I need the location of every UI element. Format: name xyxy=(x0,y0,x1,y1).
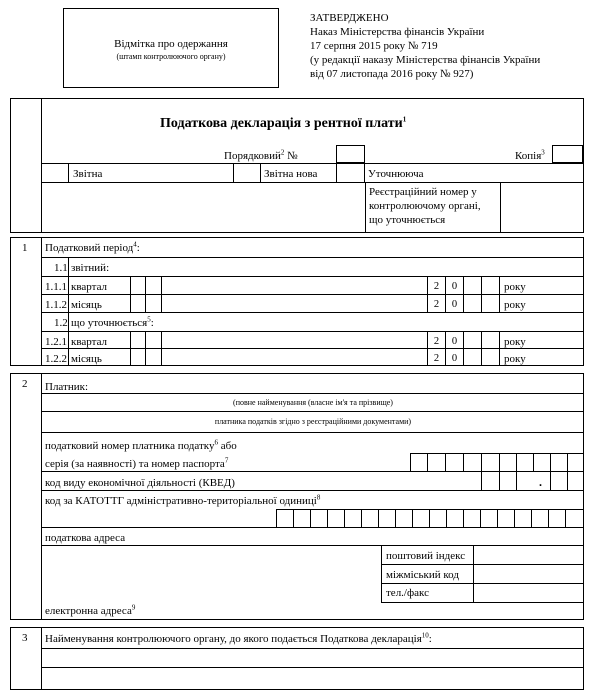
serial-number-field[interactable] xyxy=(336,145,365,163)
approval-line-4: (у редакції наказу Міністерства фінансів України xyxy=(310,54,541,66)
year-digit-0: 0 xyxy=(451,299,458,310)
row-1-2-label: що уточнюється$^5$: xyxy=(71,315,154,329)
full-name-caption: (повне найменування (власне ім'я та прізвище) xyxy=(233,398,393,407)
email-field[interactable] xyxy=(160,603,584,619)
postcode-label: поштовий індекс xyxy=(386,550,466,562)
tax-period-label: Податковий період$^4$: xyxy=(45,240,140,254)
registration-label-3: що уточнюється xyxy=(369,214,446,226)
phone-fax-label: тел./факс xyxy=(386,587,429,599)
year-word: року xyxy=(504,299,526,311)
clarified-month-cells[interactable] xyxy=(131,349,161,366)
year-digit-2: 2 xyxy=(433,336,440,347)
controlling-authority-field[interactable] xyxy=(42,649,584,689)
approval-line-3: 17 серпня 2015 року № 719 xyxy=(310,40,438,52)
email-label: електронна адреса$^9$ xyxy=(45,603,136,617)
section-2-number: 2 xyxy=(22,378,28,390)
stamp-title: Відмітка про одержання xyxy=(114,38,228,50)
row-1-1-label: звітний: xyxy=(71,262,110,274)
serial-label: Порядковий$^2$ № xyxy=(224,148,298,162)
approval-line-1: ЗАТВЕРДЖЕНО xyxy=(310,12,389,24)
year-input-cells[interactable] xyxy=(464,332,499,348)
declaration-title: Податкова декларація з рентної плати$^1$ xyxy=(160,115,407,131)
year-digit-2: 2 xyxy=(433,281,440,292)
year-digit-2: 2 xyxy=(433,353,440,364)
checkbox-clarifying[interactable] xyxy=(336,163,365,183)
year-word: року xyxy=(504,336,526,348)
clarified-quarter-cells[interactable] xyxy=(131,332,161,348)
copy-label: Копія$^3$ xyxy=(515,148,545,162)
row-1-2-2-label: місяць xyxy=(71,353,102,365)
payer-docs-caption: платника податків згідно з реєстраційними документами) xyxy=(214,417,412,426)
year-digit-0: 0 xyxy=(451,353,458,364)
type-reporting-label: Звітна xyxy=(73,168,103,180)
intercity-code-field[interactable] xyxy=(474,565,584,583)
year-input-cells[interactable] xyxy=(464,277,499,294)
row-1-2-2-number: 1.2.2 xyxy=(45,353,67,365)
year-digit-0: 0 xyxy=(451,281,458,292)
registration-label-1: Реєстраційний номер у xyxy=(369,186,477,198)
intercity-code-label: міжміський код xyxy=(386,569,459,581)
period-month-cells[interactable] xyxy=(131,295,161,312)
passport-label: серія (за наявності) та номер паспорта$^7$ xyxy=(45,456,229,470)
katottg-cells[interactable] xyxy=(277,510,584,527)
year-input-cells[interactable] xyxy=(464,295,499,312)
kved-dot: . xyxy=(539,475,542,489)
row-1-2-1-number: 1.2.1 xyxy=(45,336,67,348)
katottg-label: код за КАТОТТГ адміністративно-територіальної одиниці$^8$ xyxy=(45,493,321,507)
period-quarter-cells[interactable] xyxy=(131,277,161,294)
address-field[interactable] xyxy=(42,546,381,602)
row-1-2-1-label: квартал xyxy=(71,336,108,348)
row-1-1-2-number: 1.1.2 xyxy=(45,299,67,311)
approval-line-2: Наказ Міністерства фінансів України xyxy=(310,26,485,38)
checkbox-reporting[interactable] xyxy=(41,163,69,183)
row-1-1-2-label: місяць xyxy=(71,299,102,311)
type-reporting-new-label: Звітна нова xyxy=(264,168,318,180)
year-word: року xyxy=(504,353,526,365)
kved-cells[interactable] xyxy=(482,472,584,490)
approval-line-5: від 07 листопада 2016 року № 927) xyxy=(310,68,474,80)
section-1-number: 1 xyxy=(22,242,28,254)
copy-field[interactable] xyxy=(552,145,583,163)
section-3-number: 3 xyxy=(22,632,28,644)
row-1-1-1-number: 1.1.1 xyxy=(45,281,67,293)
registration-label-2: контролюючому органі, xyxy=(369,200,481,212)
kved-label: код виду економічної діяльності (КВЕД) xyxy=(45,477,235,489)
payer-name-field[interactable] xyxy=(42,374,584,393)
type-clarifying-label: Уточнююча xyxy=(368,168,424,180)
phone-fax-field[interactable] xyxy=(474,584,584,602)
checkbox-reporting-new[interactable] xyxy=(233,163,261,183)
stamp-subtitle: (штамп контролюючого органу) xyxy=(116,52,226,61)
registration-number-field[interactable] xyxy=(501,183,584,233)
year-word: року xyxy=(504,281,526,293)
row-1-2-number: 1.2 xyxy=(54,317,68,329)
row-1-1-1-label: квартал xyxy=(71,281,108,293)
year-digit-2: 2 xyxy=(433,299,440,310)
payer-label: Платник: xyxy=(45,381,89,393)
controlling-authority-label: Найменування контролюючого органу, до якого подається Податкова декларація$^{10}$: xyxy=(45,631,432,645)
year-digit-0: 0 xyxy=(451,336,458,347)
tax-number-cells[interactable] xyxy=(411,454,584,471)
row-1-1-number: 1.1 xyxy=(54,262,68,274)
tax-number-label: податковий номер платника податку$^6$ або xyxy=(45,438,237,452)
address-label: податкова адреса xyxy=(45,532,126,544)
postcode-field[interactable] xyxy=(474,546,584,564)
year-input-cells[interactable] xyxy=(464,349,499,366)
